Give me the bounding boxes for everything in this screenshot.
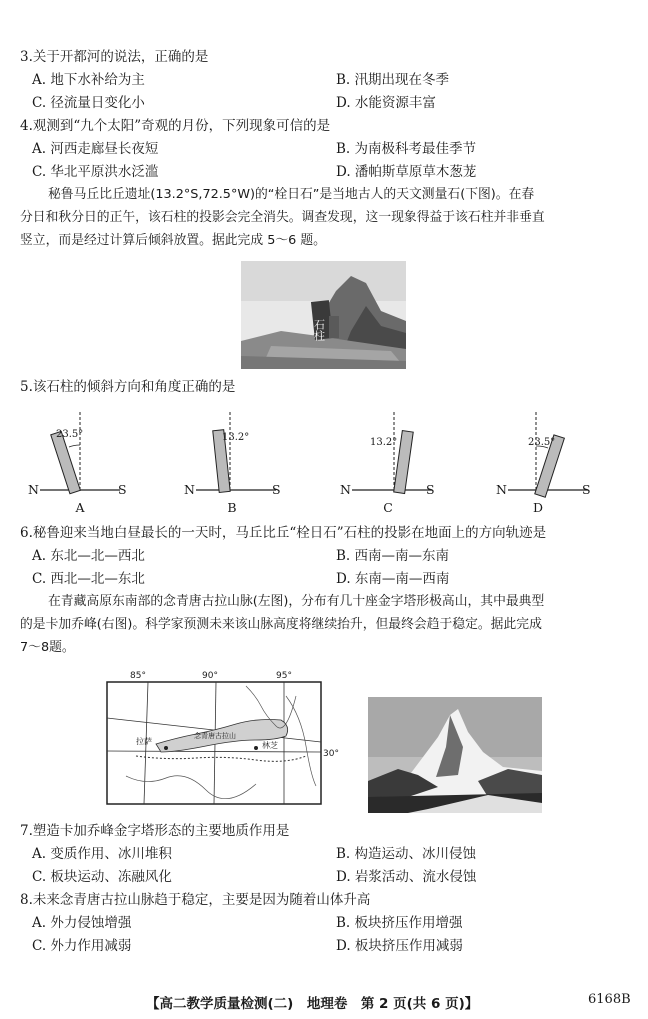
q3-option-b: B. 汛期出现在冬季 bbox=[336, 72, 450, 88]
diagram-a-north: N bbox=[28, 482, 39, 497]
q7-option-c: C. 板块运动、冻融风化 bbox=[32, 869, 172, 885]
diagram-b-letter: B bbox=[227, 500, 237, 515]
passage2-line2: 的是卡加乔峰(右图)。科学家预测未来该山脉高度将继续抬升，但最终会趋于稳定。据此完成 bbox=[20, 617, 542, 632]
passage1-line3: 竖立，而是经过计算后倾斜放置。据此完成 5～6 题。 bbox=[20, 233, 326, 248]
q4-option-a: A. 河西走廊昼长夜短 bbox=[32, 141, 159, 157]
diagram-c-letter: C bbox=[383, 500, 393, 515]
q8-option-b: B. 板块挤压作用增强 bbox=[336, 915, 463, 931]
intihuatana-photo bbox=[241, 261, 406, 369]
q3-option-d: D. 水能资源丰富 bbox=[336, 95, 436, 111]
diagram-b-north: N bbox=[184, 482, 195, 497]
diagram-c-north: N bbox=[340, 482, 351, 497]
diagram-b-south: S bbox=[272, 482, 281, 497]
q7-option-d: D. 岩浆活动、流水侵蚀 bbox=[336, 869, 477, 885]
map-lat-30: 30° bbox=[323, 749, 339, 759]
diagram-b-angle: 13.2° bbox=[222, 432, 250, 443]
q8-option-c: C. 外力作用减弱 bbox=[32, 938, 132, 954]
diagram-c-angle: 13.2° bbox=[370, 437, 398, 448]
q3-option-c: C. 径流量日变化小 bbox=[32, 95, 145, 111]
map-lon-95: 95° bbox=[276, 671, 292, 681]
map-place-nyingchi: 林芝 bbox=[262, 741, 278, 750]
q7-stem: 7.塑造卡加乔峰金字塔形态的主要地质作用是 bbox=[20, 823, 290, 839]
passage1-line2: 分日和秋分日的正午，该石柱的投影会完全消失。调查发现，这一现象得益于该石柱并非垂直 bbox=[20, 210, 545, 225]
diagram-a-letter: A bbox=[75, 500, 85, 515]
q7-option-a: A. 变质作用、冰川堆积 bbox=[32, 846, 172, 862]
passage2-line3: 7～8题。 bbox=[20, 640, 75, 655]
map-lon-85: 85° bbox=[130, 671, 146, 681]
q6-stem: 6.秘鲁迎来当地白昼最长的一天时，马丘比丘“栓日石”石柱的投影在地面上的方向轨迹是 bbox=[20, 525, 547, 541]
map-place-lhasa: 拉萨 bbox=[136, 737, 152, 746]
diagram-a-angle: 23.5° bbox=[56, 429, 84, 440]
photo-stone-label: 石柱 bbox=[312, 319, 326, 341]
q4-option-c: C. 华北平原洪水泛滥 bbox=[32, 164, 159, 180]
map-place-range: 念青唐古拉山 bbox=[194, 732, 236, 740]
diagram-a-south: S bbox=[118, 482, 127, 497]
q8-option-a: A. 外力侵蚀增强 bbox=[32, 915, 132, 931]
diagram-d-letter: D bbox=[532, 500, 544, 515]
nyainqentanglha-map bbox=[106, 666, 346, 806]
passage1-line1: 秘鲁马丘比丘遗址(13.2°S,72.5°W)的“栓日石”是当地古人的天文测量石(下图)。在春 bbox=[48, 187, 535, 202]
diagram-d-south: S bbox=[582, 482, 591, 497]
q7-option-b: B. 构造运动、冰川侵蚀 bbox=[336, 846, 477, 862]
q6-option-d: D. 东南—南—西南 bbox=[336, 571, 450, 587]
footer-code: 6168B bbox=[588, 992, 631, 1007]
diagram-d-angle: 23.5° bbox=[528, 437, 556, 448]
q4-option-d: D. 潘帕斯草原草木葱茏 bbox=[336, 164, 477, 180]
map-lon-90: 90° bbox=[202, 671, 218, 681]
q8-option-d: D. 板块挤压作用减弱 bbox=[336, 938, 463, 954]
q3-option-a: A. 地下水补给为主 bbox=[32, 72, 145, 88]
passage2-line1: 在青藏高原东南部的念青唐古拉山脉(左图)，分布有几十座金字塔形极高山，其中最典型 bbox=[48, 594, 545, 609]
q6-option-a: A. 东北—北—西北 bbox=[32, 548, 145, 564]
q6-option-b: B. 西南—南—东南 bbox=[336, 548, 450, 564]
diagram-c-south: S bbox=[426, 482, 435, 497]
footer-title: 【高二教学质量检测(二) 地理卷 第 2 页(共 6 页)】 bbox=[146, 996, 479, 1012]
q4-stem: 4.观测到“九个太阳”奇观的月份，下列现象可信的是 bbox=[20, 118, 331, 134]
q4-option-b: B. 为南极科考最佳季节 bbox=[336, 141, 477, 157]
kajaqiao-peak-photo bbox=[368, 697, 542, 813]
q6-option-c: C. 西北—北—东北 bbox=[32, 571, 145, 587]
q8-stem: 8.未来念青唐古拉山脉趋于稳定，主要是因为随着山体升高 bbox=[20, 892, 371, 908]
diagram-d-north: N bbox=[496, 482, 507, 497]
q5-stem: 5.该石柱的倾斜方向和角度正确的是 bbox=[20, 379, 236, 395]
q3-stem: 3.关于开都河的说法，正确的是 bbox=[20, 49, 209, 65]
